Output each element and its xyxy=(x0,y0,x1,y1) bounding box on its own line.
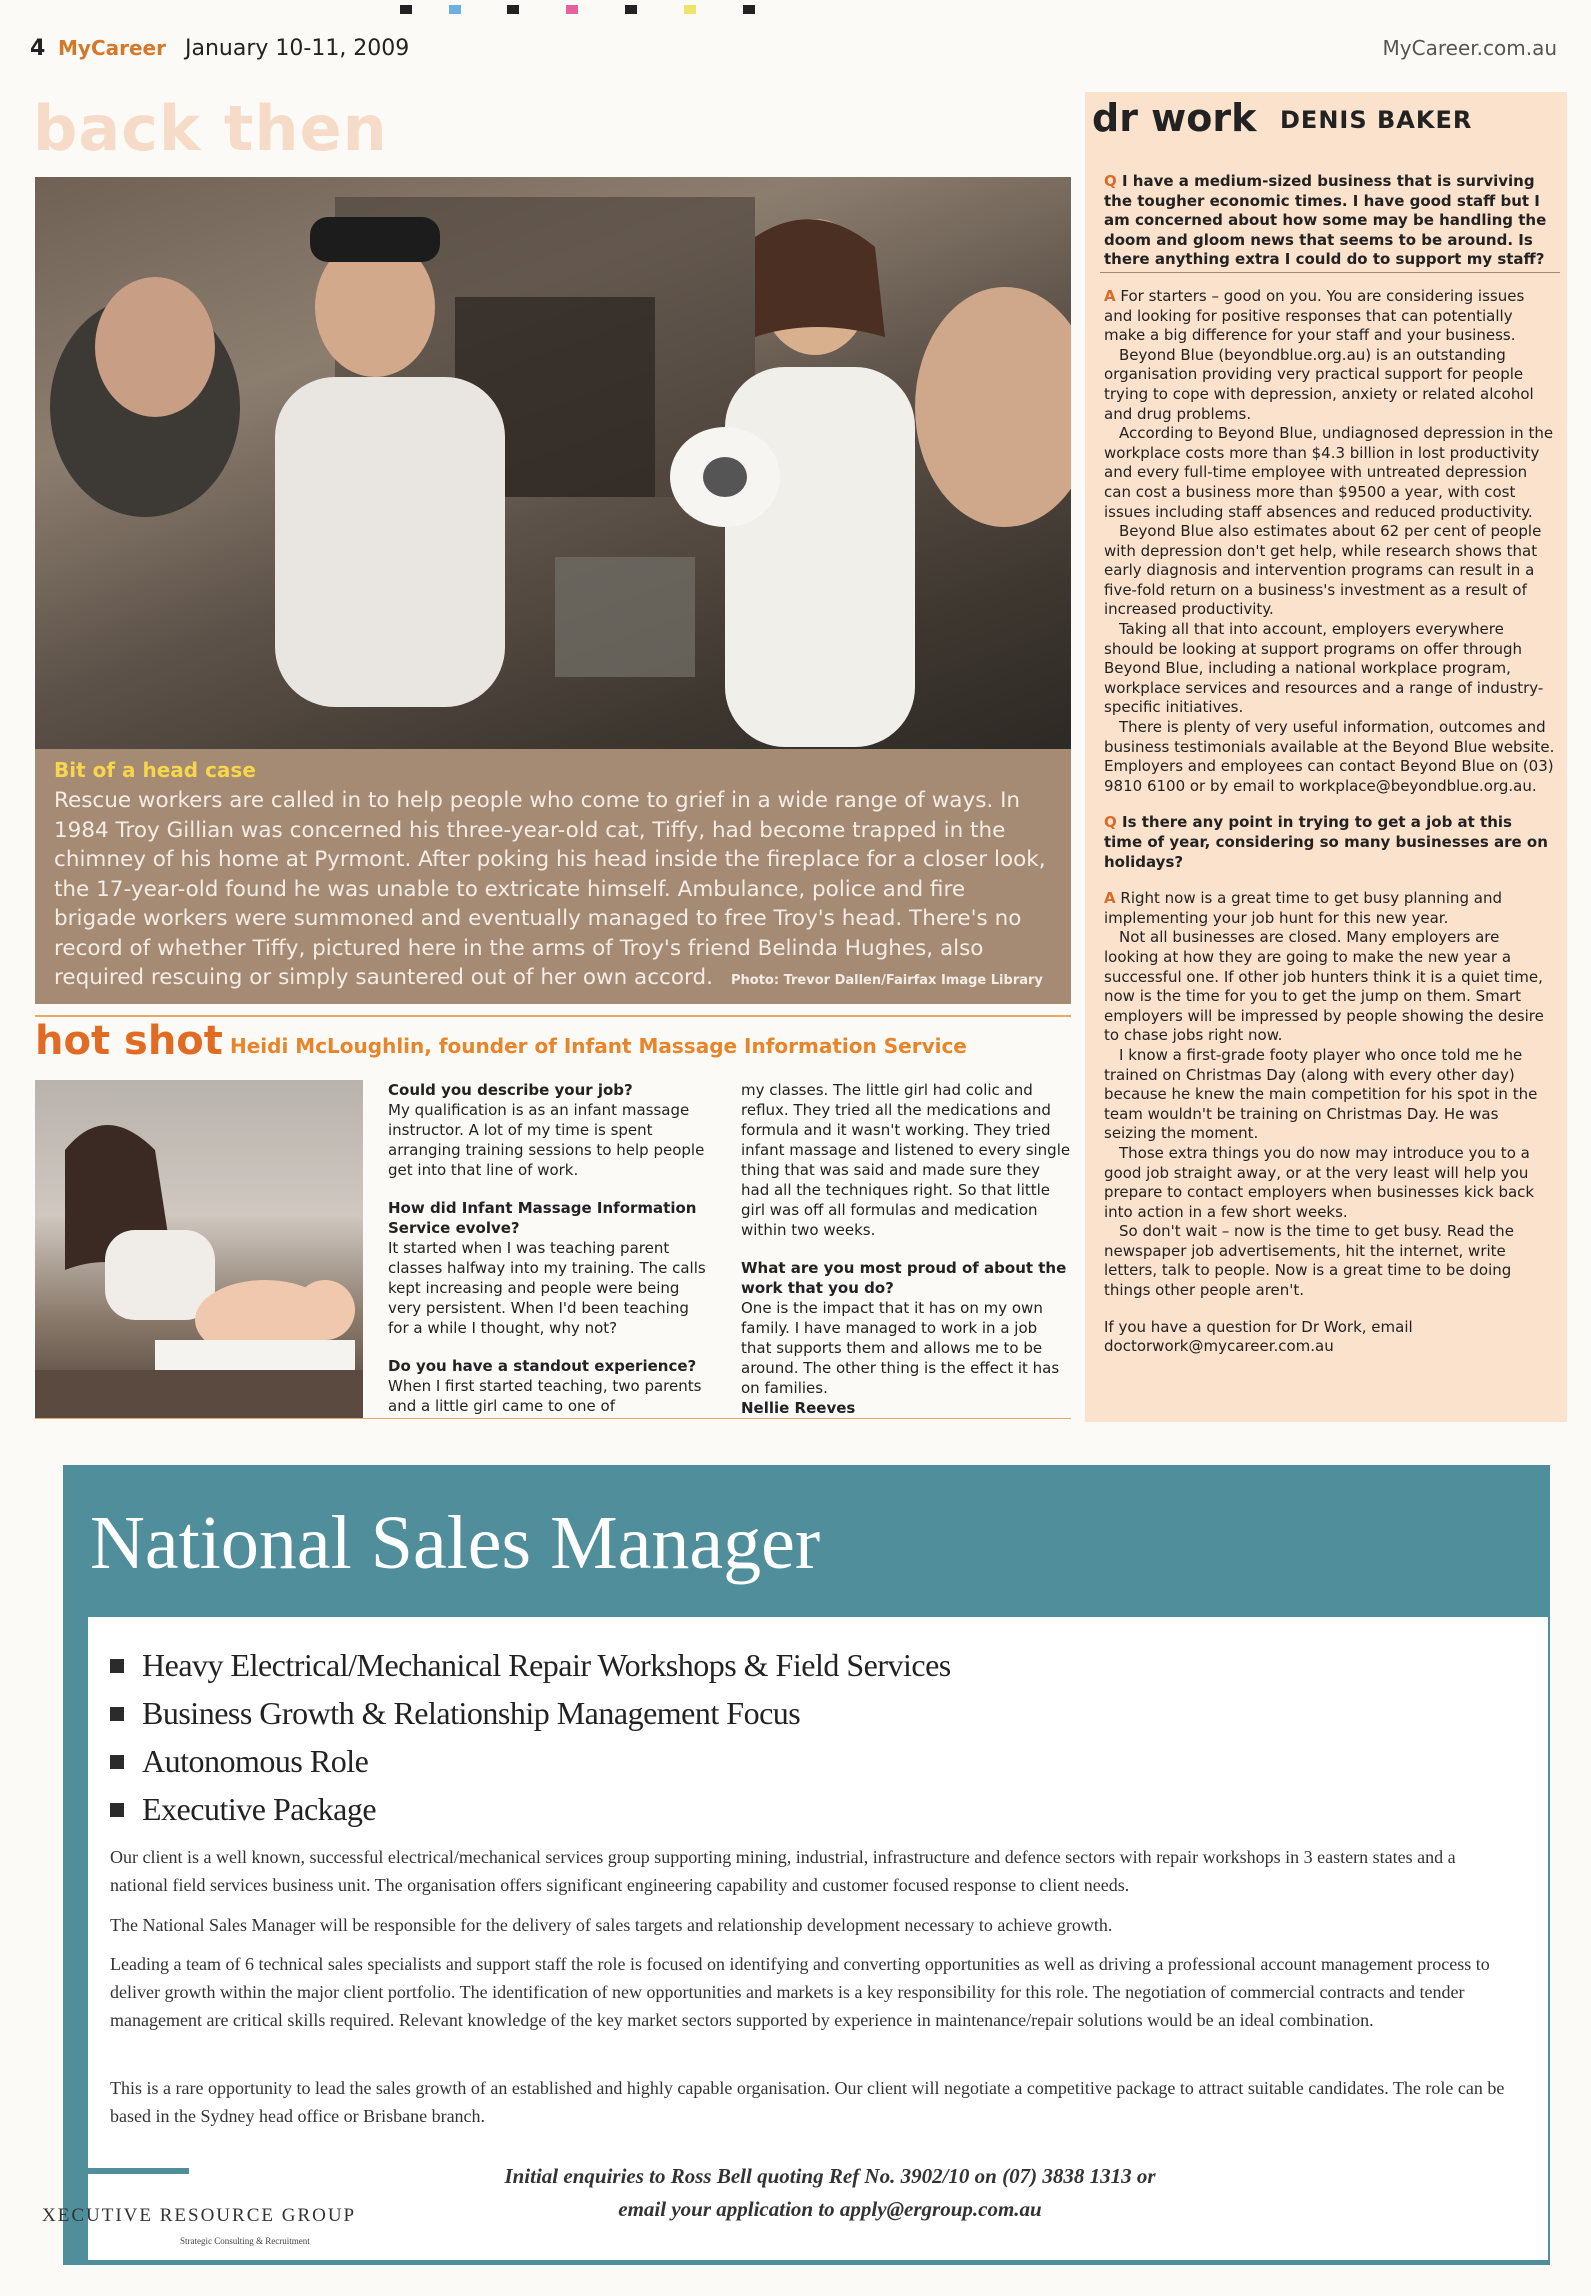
question-marker: Q xyxy=(1104,813,1117,832)
job-highlight: Autonomous Role xyxy=(110,1743,368,1780)
answer-paragraph: Beyond Blue also estimates about 62 per cent of people with depression don't get help, while research shows that early diagnosis and intervention programs can result in a five-fold return on a business's investment as a result of increased productivity. xyxy=(1104,522,1542,619)
job-description-paragraph: Leading a team of 6 technical sales specialists and support staff the role is focused on identifying and converting opportunities as well as driving a professional account management process to deliver growth within the major client portfolio. The identification of new opportunities and markets is a key responsibility for this role. The negotiation of commercial contracts and tender management are critical skills required. Relevant knowledge of the key market sectors supported by experience in maintenance/repair solutions would be an ideal combination. xyxy=(110,1954,1490,2030)
answer-marker: A xyxy=(1104,889,1116,908)
company-tagline: Strategic Consulting & Recruitment xyxy=(180,2236,310,2246)
answer-paragraph: Those extra things you do now may introduce you to a good job straight away, or at the very least will help you prepare to contact employers when businesses kick back into action in a few short weeks. xyxy=(1104,1143,1535,1221)
answer-paragraph: I know a first-grade footy player who once told me he trained on Christmas Day (along with every other day) because he knew the main competition for his spot in the team wouldn't be training on Christmas Day. He was seizing the moment. xyxy=(1104,1045,1538,1143)
reader-question: Is there any point in trying to get a job at this time of year, considering so many businesses are on holidays? xyxy=(1104,813,1548,871)
publication-brand: MyCareer xyxy=(58,36,166,60)
answer-paragraph: According to Beyond Blue, undiagnosed depression in the workplace costs more than $4.3 billion in lost productivity and every full-time employee with untreated depression can cost a business more than $9500 a year, with cost issues including staff absences and reduced productivity. xyxy=(1104,424,1554,521)
company-name: XECUTIVE RESOURCE GROUP xyxy=(42,2205,357,2226)
bullet-square-icon xyxy=(110,1707,124,1721)
job-highlight: Heavy Electrical/Mechanical Repair Workshops & Field Services xyxy=(110,1647,951,1684)
interview-column-1 xyxy=(388,1080,708,1434)
answer-paragraph: Not all businesses are closed. Many employers are looking at how they are going to make the new year a successful one. If other job hunters think it is a quiet time, now is the time for you to get the jump on them. Smart employers will be impressed by people showing the desire to chase jobs right now. xyxy=(1104,928,1544,1045)
dr-work-author: DENIS BAKER xyxy=(1280,106,1473,134)
bullet-square-icon xyxy=(110,1755,124,1769)
hot-shot-heading: hot shot xyxy=(35,1018,223,1064)
interview-column-2 xyxy=(741,1080,1071,1436)
byline: Nellie Reeves xyxy=(741,1399,856,1417)
interview-question: Could you describe your job? xyxy=(388,1081,633,1099)
interview-answer: My qualification is as an infant massage instructor. A lot of my time is spent arranging training sessions to help people get into that line of work. xyxy=(388,1101,705,1179)
photo-credit: Photo: Trevor Dallen/Fairfax Image Library xyxy=(730,973,1043,988)
rescue-photo-illustration xyxy=(35,177,1071,749)
answer-paragraph: So don't wait – now is the time to get busy. Read the newspaper job advertisements, hit the internet, write letters, talk to people. Now is a great time to be doing things other people aren't. xyxy=(1104,1222,1514,1300)
registration-mark-black xyxy=(625,5,637,14)
job-highlight: Business Growth & Relationship Management Focus xyxy=(110,1695,800,1732)
answer-paragraph: Right now is a great time to get busy planning and implementing your job hunt for this new year. xyxy=(1104,889,1502,927)
answer-paragraph: There is plenty of very useful information, outcomes and business testimonials available at the Beyond Blue website. Employers and employees can contact Beyond Blue on (03) 9810 6100 or by email to workplace@beyondblue.org.au. xyxy=(1104,718,1555,795)
registration-mark-black xyxy=(507,5,519,14)
rescue-photo xyxy=(35,177,1071,749)
caption-body: Rescue workers are called in to help people who come to grief in a wide range of ways. In 1984 Troy Gillian was concerned his three-year-old cat, Tiffy, had become trapped in the chimney of his home at Pyrmont. After poking his head inside the fireplace for a closer look, the 17-year-old found he was unable to extricate himself. Ambulance, police and fire brigade workers were summoned and eventually managed to free Troy's head. There's no record of whether Tiffy, pictured here in the arms of Troy's friend Belinda Hughes, also required rescuing or simply sauntered out of her own accord. xyxy=(54,788,1046,990)
job-title: National Sales Manager xyxy=(90,1501,821,1585)
bullet-square-icon xyxy=(110,1803,124,1817)
registration-mark-cyan xyxy=(449,5,461,14)
interview-answer: One is the impact that it has on my own family. I have managed to work in a job that supports them and allows me to be around. The other thing is the effect it has on families. xyxy=(741,1299,1060,1397)
caption-title: Bit of a head case xyxy=(54,758,256,782)
site-url: MyCareer.com.au xyxy=(1382,36,1557,60)
dr-work-body xyxy=(1104,172,1555,1357)
interview-answer: It started when I was teaching parent classes halfway into my training. The calls kept increasing and people were being very persistent. When I'd been teaching for a while I thought, why not? xyxy=(388,1239,706,1337)
interview-question: What are you most proud of about the work that you do? xyxy=(741,1259,1067,1297)
job-description-paragraph: The National Sales Manager will be responsible for the delivery of sales targets and relationship development necessary to achieve growth. xyxy=(110,1915,1113,1935)
interview-answer: my classes. The little girl had colic and reflux. They tried all the medications and formula and it wasn't working. They tried infant massage and listened to every single thing that was said and made sure they had all the techniques right. So that little girl was off all formulas and medication within two weeks. xyxy=(741,1081,1071,1239)
job-description-paragraph: This is a rare opportunity to lead the sales growth of an established and highly capable organisation. Our client will negotiate a competitive package to attract suitable candidates. The role can be based in the Sydney head office or Brisbane branch. xyxy=(110,2078,1505,2126)
interview-question: Do you have a standout experience? xyxy=(388,1357,697,1375)
registration-mark-black xyxy=(743,5,755,14)
issue-date: January 10-11, 2009 xyxy=(185,36,410,61)
registration-mark-black xyxy=(400,5,412,14)
dr-work-contact: If you have a question for Dr Work, email doctorwork@mycareer.com.au xyxy=(1104,1317,1413,1356)
infant-massage-illustration xyxy=(35,1080,363,1418)
reader-question: I have a medium-sized business that is surviving the tougher economic times. I have good staff but I am concerned about how some may be handling the doom and gloom news that seems to be around. Is there anything extra I could do to support my staff? xyxy=(1104,172,1547,269)
registration-mark-magenta xyxy=(566,5,578,14)
job-highlight: Executive Package xyxy=(110,1791,376,1828)
hot-shot-rule xyxy=(35,1015,1071,1017)
infant-massage-photo xyxy=(35,1080,363,1418)
answer-paragraph: Beyond Blue (beyondblue.org.au) is an outstanding organisation providing very practical support for people trying to cope with depression, anxiety or related alcohol and drug problems. xyxy=(1104,345,1534,423)
registration-mark-yellow xyxy=(684,5,696,14)
interview-question: How did Infant Massage Information Service evolve? xyxy=(388,1199,697,1237)
bullet-square-icon xyxy=(110,1659,124,1673)
job-description-paragraph: Our client is a well known, successful electrical/mechanical services group supporting mining, industrial, infrastructure and defence sectors with repair workshops in 3 eastern states and a national field services business unit. The organisation offers significant engineering capability and customer focused response to client needs. xyxy=(110,1847,1456,1895)
hot-shot-subheading: Heidi McLoughlin, founder of Infant Massage Information Service xyxy=(230,1034,967,1058)
hot-shot-bottom-rule xyxy=(35,1418,1071,1419)
caption-text xyxy=(54,786,1054,996)
dr-work-heading: dr work xyxy=(1092,96,1257,140)
answer-paragraph: For starters – good on you. You are considering issues and looking for positive responses that can potentially make a big difference for your staff and your business. xyxy=(1104,286,1525,345)
enquiry-contact: Initial enquiries to Ross Bell quoting Ref No. 3902/10 on (07) 3838 1313 or email your application to apply@ergroup.com.au xyxy=(504,2164,1156,2221)
interview-answer: When I first started teaching, two parents and a little girl came to one of xyxy=(388,1377,702,1415)
answer-marker: A xyxy=(1104,286,1116,305)
page-number: 4 xyxy=(30,36,46,61)
back-then-heading: back then xyxy=(33,92,388,165)
answer-paragraph: Taking all that into account, employers everywhere should be looking at support programs on offer through Beyond Blue, including a national workplace program, workplace services and resources and a range of industry-specific initiatives. xyxy=(1104,620,1544,717)
question-marker: Q xyxy=(1104,172,1117,190)
